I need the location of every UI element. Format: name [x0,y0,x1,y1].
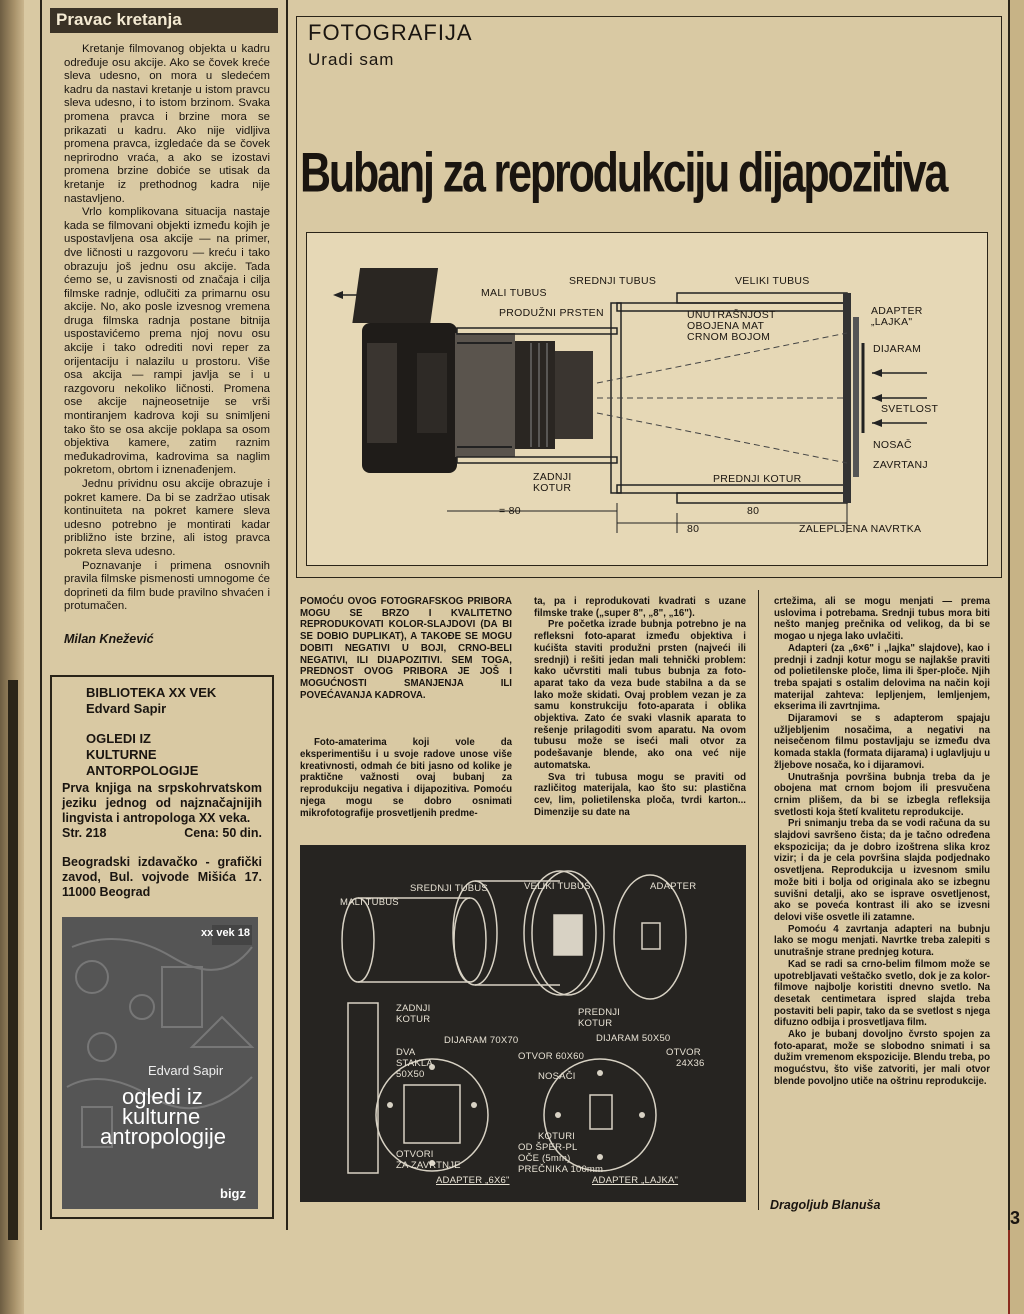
photo-label-otvor-24x36: 24X36 [676,1058,705,1069]
label-zavrtanj: ZAVRTANJ [873,459,928,471]
signature: Dragoljub Blanuša [770,1198,881,1212]
section-subkicker: Uradi sam [308,50,395,69]
photo-label-mali-tubus: MALI TUBUS [340,897,399,908]
paragraph: Kretanje filmovanog objekta u kadru određuje osu akcije. Ako se čovek kreće sleva udesno, on mora u sledećem kadru da nastavi kretanje u istom pravcu sleva udesno, i to istom brzinom. Svaka promena pravca i brzine mora se prikazati u kadru. Ako nije vidljiva promena pravca, izgledaće da se čovek neprirodno vraća, a ako se izostavi promena brzine dobiće se utisak da kretanje iz prethodnog kadra nije nastavljeno. [64,43,270,205]
page-number: 3 [1010,1208,1021,1228]
article-title: Pravac kretanja [50,8,278,33]
photo-label-stakla: STAKLA [396,1058,433,1069]
author: Milan Knežević [64,631,154,646]
label-mali-tubus: MALI TUBUS [481,287,547,299]
exploded-view-illustration [300,845,746,1202]
photo-label-dijaram-50: DIJARAM 50X50 [596,1033,671,1044]
ad-title-3: ANTORPOLOGIJE [86,763,199,778]
ad-price: Cena: 50 din. [184,826,262,840]
cover-title-1: ogledi iz [122,1084,203,1109]
paragraph: Pre početka izrade bubnja potrebno je na refleksni foto-aparat između objektiva i kućišta staviti produžni prsten (najveći ili srednji) i rešiti jedan mali tehnički problem: kako učvrstiti mali tubus bubnja za foto-aparat tako da veza bude stabilna a da se lako može skidati. Ovaj problem vezan je za samu konstrukciju foto-aparata i oblika objektiva. Zato će svaki vlasnik aparata to rešenje prilagoditi svom aparatu. Na ovom tubusu može se iseći mali otvor za podešavanje blende, ako ona već nije automatska. [534,619,746,771]
label-prednji-kotur: PREDNJI KOTUR [713,473,802,485]
label-kotur: KOTUR [533,482,572,494]
label-adapter: ADAPTER [871,305,923,317]
book-cover [62,917,258,1209]
paragraph: Poznavanje i primena osnovnih pravila filmske pismenosti umnogome će doprineti da film bude pravilno shvaćen i protumačen. [64,559,270,613]
label-dim-80-b: 80 [747,505,760,517]
paragraph: Kad se radi sa crno-belim filmom može se upotrebljavati veštačko svetlo, dok je za kolor-filmove najbolje koristiti dnevno svetlo. Na desetak centimetara ispred slajda treba postaviti beli papir, tako da se svetlost s njega difuzno odbija i prosvetljava film. [774,958,990,1029]
label-zadnji: ZADNJI [533,471,572,483]
cover-series: xx vek [201,927,235,939]
photo-label-za-zavrtnje: ZA ZAVRTNJE [396,1160,461,1171]
left-rule [40,0,42,1230]
column-rule-inner [758,590,759,1210]
photo-label-otvor: OTVOR [666,1047,701,1058]
paragraph: Pri snimanju treba da se vodi računa da su slajdovi savršeno čista; da je tačno određena ekspozicija; da je dobro izoštrena slika kroz vizir; i da je cela površina slajda podjednako osvetljena. Reprodukcija u izvesnom smilu može biti i bolja od originala ako se izbegnu suvišni detalji, ako se isprave osvetljenost, ako se poveća kontrast ili ako se izvesni delovi više osvetle ili zatamne. [774,818,990,923]
paragraph: Sva tri tubusa mogu se praviti od različitog materijala, kao što su: plastična cev, lim, polietilenska ploča, tvrdi karton... Dimenzije su date na [534,771,746,818]
label-unutrasnjost: UNUTRAŠNJOST [687,309,776,321]
photo-label-od-sper: OD ŠPER-PL [518,1142,578,1153]
label-adapter-lajka: „LAJKA" [871,316,913,328]
paragraph: Dijaramovi se s adapterom spajaju užljebljenim nosačima, a negativi na neisečenom filmu postavljaju se između dva komada stakla (formata dijarama) i uglavljuju u žljebove nosača, ko i dijaramovi. [774,713,990,771]
article-pravac-kretanja [50,8,278,646]
label-svetlost: SVETLOST [881,403,939,415]
paragraph: Jednu prividnu osu akcije obrazuje i pokret kamere. Da bi se zadržao utisak kontinuiteta na pokret kamere sleva udesno potrebno je montirati kadar približno iste brzine, ali istog pravca pokreta sleva udesno. [64,478,270,558]
photo-label-dva: DVA [396,1047,416,1058]
photo-label-prednji: PREDNJI [578,1007,621,1018]
photo-label-prednji-kotur: KOTUR [578,1018,613,1029]
ad-description: Prva knjiga na srpskohrvatskom jeziku jednog od najznačajnijih lingvista i antropologa XX veka. [62,781,262,825]
cover-author: Edvard Sapir [148,1063,224,1078]
photo-label-zadnji: ZADNJI [396,1003,431,1014]
label-zalepljena-navrtka: ZALEPLJENA NAVRTKA [799,523,922,535]
paragraph: Ako je bubanj dovoljno čvrsto spojen za foto-aparat, može se slobodno snimati i sa dužim vremenom ekspozicije. Blendu treba, po mogućstvu, što više zatvoriti, jer mali otvor blende povoljno utiče na oštrinu reprodukcije. [774,1029,990,1087]
label-obojena: OBOJENA MAT [687,320,765,332]
photo-label-koturi: KOTURI [538,1131,576,1142]
paragraph: Pomoću 4 zavrtanja adapteri na bubnju lako se mogu menjati. Navrtke treba zalepiti s unutrašnje strane prednjeg kotura. [774,923,990,959]
photo-label-precnika: PREČNIKA 100mm [518,1164,604,1175]
page-edge [1008,0,1024,1314]
label-srednji-tubus: SREDNJI TUBUS [569,275,657,287]
photo-label-otvor-60: OTVOR 60X60 [518,1051,585,1062]
photo-label-veliki-tubus: VELIKI TUBUS [524,881,591,892]
photo-label-zadnji-kotur: KOTUR [396,1014,431,1025]
paragraph: Unutrašnja površina bubnja treba da je obojena mat crnom bojom ili presvučena crnim plišem, da bi se izbegla refleksija svetlosti koja štetí kvalitetu reprodukcije. [774,771,990,818]
label-crnom-bojom: CRNOM BOJOM [687,331,771,343]
body-column-1 [300,596,512,819]
label-dim-80-a: = 80 [499,505,521,517]
column-rule [286,0,288,1230]
ad-pages: Str. 218 [62,826,107,840]
cover-title-2: kulturne [122,1104,201,1129]
book-ad [50,675,274,1219]
body-column-2 [534,596,746,818]
ad-publisher: Beogradski izdavačko - grafički zavod, Bul. vojvode Mišića 17. 11000 Beograd [62,855,262,899]
label-veliki-tubus: VELIKI TUBUS [735,275,810,287]
drum-diagram [306,232,988,566]
article-lead: POMOĆU OVOG FOTOGRAFSKOG PRIBORA MOGU SE BRZO I KVALITETNO REPRODUKOVATI KOLOR-SLAJDOVI (DA BI SE DOBIO DUPLIKAT), A TAKOĐE SE MOGU DOBITI NEGATIVI U BOJI, CRNO-BELI NEGATIVI, ILI DIJAPOZITIVI. SEM TOGA, PREDNOST OVOG PRIBORA JE JOŠ I MOGUĆNOSTI SMANJENJA ILI POVEĆAVANJA KADROVA. [300,596,512,701]
paragraph: Vrlo komplikovana situacija nastaje kada se filmovani objekti između kojih je uspostavljena osa akcije — na primer, dve ličnosti u razgovoru — kreću i tako obrazuju još jednu osu akcije. Tada ćemo se, u zavisnosti od značaja i cilja filmske radnje, odlučiti za primarnu osu akcije. No, ako posle izvesnog vremena druga filmska radnja postane bitnija uspostavićemo prema njoj novu osu akcije i tako odrediti novi reper za orijentaciju i nalazilu u prostoru. Više osa akcija — rampi javlja se i u razgovoru nekoliko ličnosti. Promena ose akcije najneosetnije se vrši montiranjem kadrova koji su snimljeni tako što se osa akcije poklapa sa osom objektiva kamere, zatim raznim međukadrovima, kadrovima sa naglim pokretom, obrtom i iznenađenjem. [64,206,270,477]
photo-label-adapter-lajka: ADAPTER „LAJKA" [592,1175,679,1186]
ad-title-2: KULTURNE [86,747,157,762]
paragraph: Adapteri (za „6×6" i „lajka" slajdove), kao i prednji i zadnji kotur mogu se najlakše praviti od polietilenske ploče, lima ili šper-ploče. Njih treba spajati s ostalim delovima na način koji materijal zahteva: lepljenjem, lemljenjem, ekserima ili zavrtnjima. [774,642,990,713]
photo-label-srednji-tubus: SREDNJI TUBUS [410,883,488,894]
label-produzni-prsten: PRODUŽNI PRSTEN [499,307,604,319]
photo-label-oce: OČE (5mm) [518,1153,571,1164]
photo-label-dijaram-70: DIJARAM 70X70 [444,1035,519,1046]
cover-logo: bigz [220,1186,246,1201]
headline: Bubanj za reprodukciju dijapozitiva [300,141,947,204]
photo-label-otvori: OTVORI [396,1149,434,1160]
label-dijaram: DIJARAM [873,343,922,355]
ad-author: Edvard Sapir [86,701,167,716]
photo-label-nosaci: NOSAČI [538,1071,576,1082]
photo-label-adapter: ADAPTER [650,881,697,892]
cover-title-3: antropologije [100,1124,226,1149]
photo-label-adapter-6x6: ADAPTER „6X6" [436,1175,510,1186]
body-column-3 [774,596,990,1088]
label-nosac: NOSAČ [873,439,912,451]
section-kicker: FOTOGRAFIJA [308,20,473,45]
binding-strip [8,680,18,1240]
right-rule [1008,0,1010,1230]
label-dim-80-c: 80 [687,523,700,535]
ad-title-1: OGLEDI IZ [86,731,151,746]
ad-meta [62,826,262,841]
paragraph: Foto-amaterima koji vole da eksperimentišu i u svoje radove unose više kreativnosti, odmah će biti jasno od kolike je praktične važnosti ovaj bubanj za reprodukciju negativa i dijapozitiva. Pomoću njega mogu se dobro osnimati mikrofotografije prosvetljenih predme- [300,737,512,819]
cover-series-number: 18 [237,927,250,939]
paragraph: crtežima, ali se mogu menjati — prema uslovima i potrebama. Srednji tubus mora biti nešto manjeg prečnika od velikog, da bi se mogao u njega lako uvlačiti. [774,596,990,643]
ad-series: BIBLIOTEKA XX VEK [86,685,217,700]
photo-label-50x50: 50X50 [396,1069,425,1080]
paragraph: ta, pa i reprodukovati kvadrati s uzane filmske trake („super 8", „8", „16"). [534,596,746,619]
